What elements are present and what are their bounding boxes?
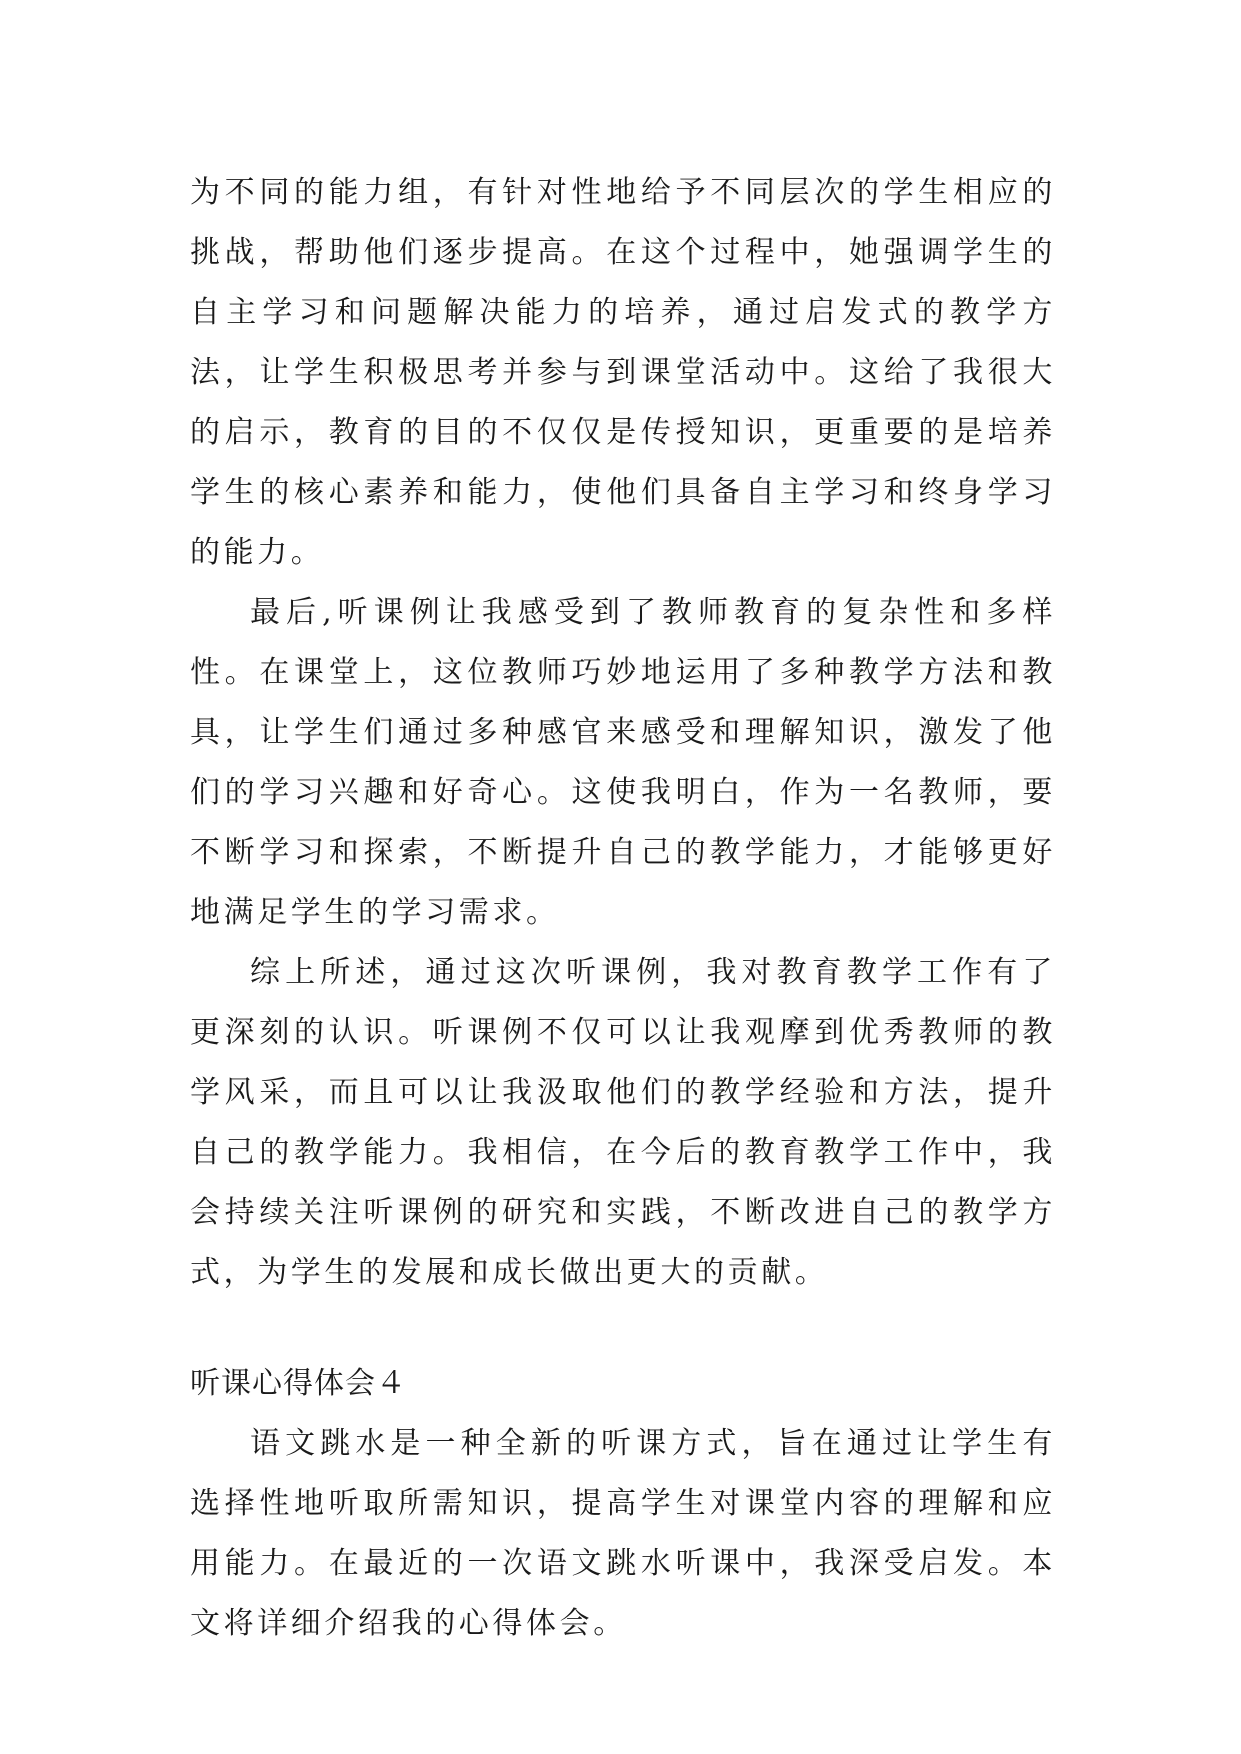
paragraph-intro: 语文跳水是一种全新的听课方式，旨在通过让学生有选择性地听取所需知识，提高学生对课堂内容的理解和应用能力。在最近的一次语文跳水听课中，我深受启发。本文将详细介绍我的心得体会。 xyxy=(190,1426,1056,1641)
paragraph-summary: 综上所述，通过这次听课例，我对教育教学工作有了更深刻的认识。听课例不仅可以让我观摩到优秀教师的教学风采，而且可以让我汲取他们的教学经验和方法，提升自己的教学能力。我相信，在今后的教育教学工作中，我会持续关注听课例的研究和实践，不断改进自己的教学方式，为学生的发展和成长做出更大的贡献。 xyxy=(190,955,1056,1290)
document-page xyxy=(190,163,1056,1654)
paragraph-continued: 为不同的能力组，有针对性地给予不同层次的学生相应的挑战，帮助他们逐步提高。在这个过程中，她强调学生的自主学习和问题解决能力的培养，通过启发式的教学方法，让学生积极思考并参与到课堂活动中。这给了我很大的启示，教育的目的不仅仅是传授知识，更重要的是培养学生的核心素养和能力，使他们具备自主学习和终身学习的能力。 xyxy=(190,175,1056,570)
section-heading: 听课心得体会４ xyxy=(190,1366,407,1401)
paragraph-finally: 最后,听课例让我感受到了教师教育的复杂性和多样性。在课堂上，这位教师巧妙地运用了多种教学方法和教具，让学生们通过多种感官来感受和理解知识，激发了他们的学习兴趣和好奇心。这使我明白，作为一名教师，要不断学习和探索，不断提升自己的教学能力，才能够更好地满足学生的学习需求。 xyxy=(190,595,1056,930)
